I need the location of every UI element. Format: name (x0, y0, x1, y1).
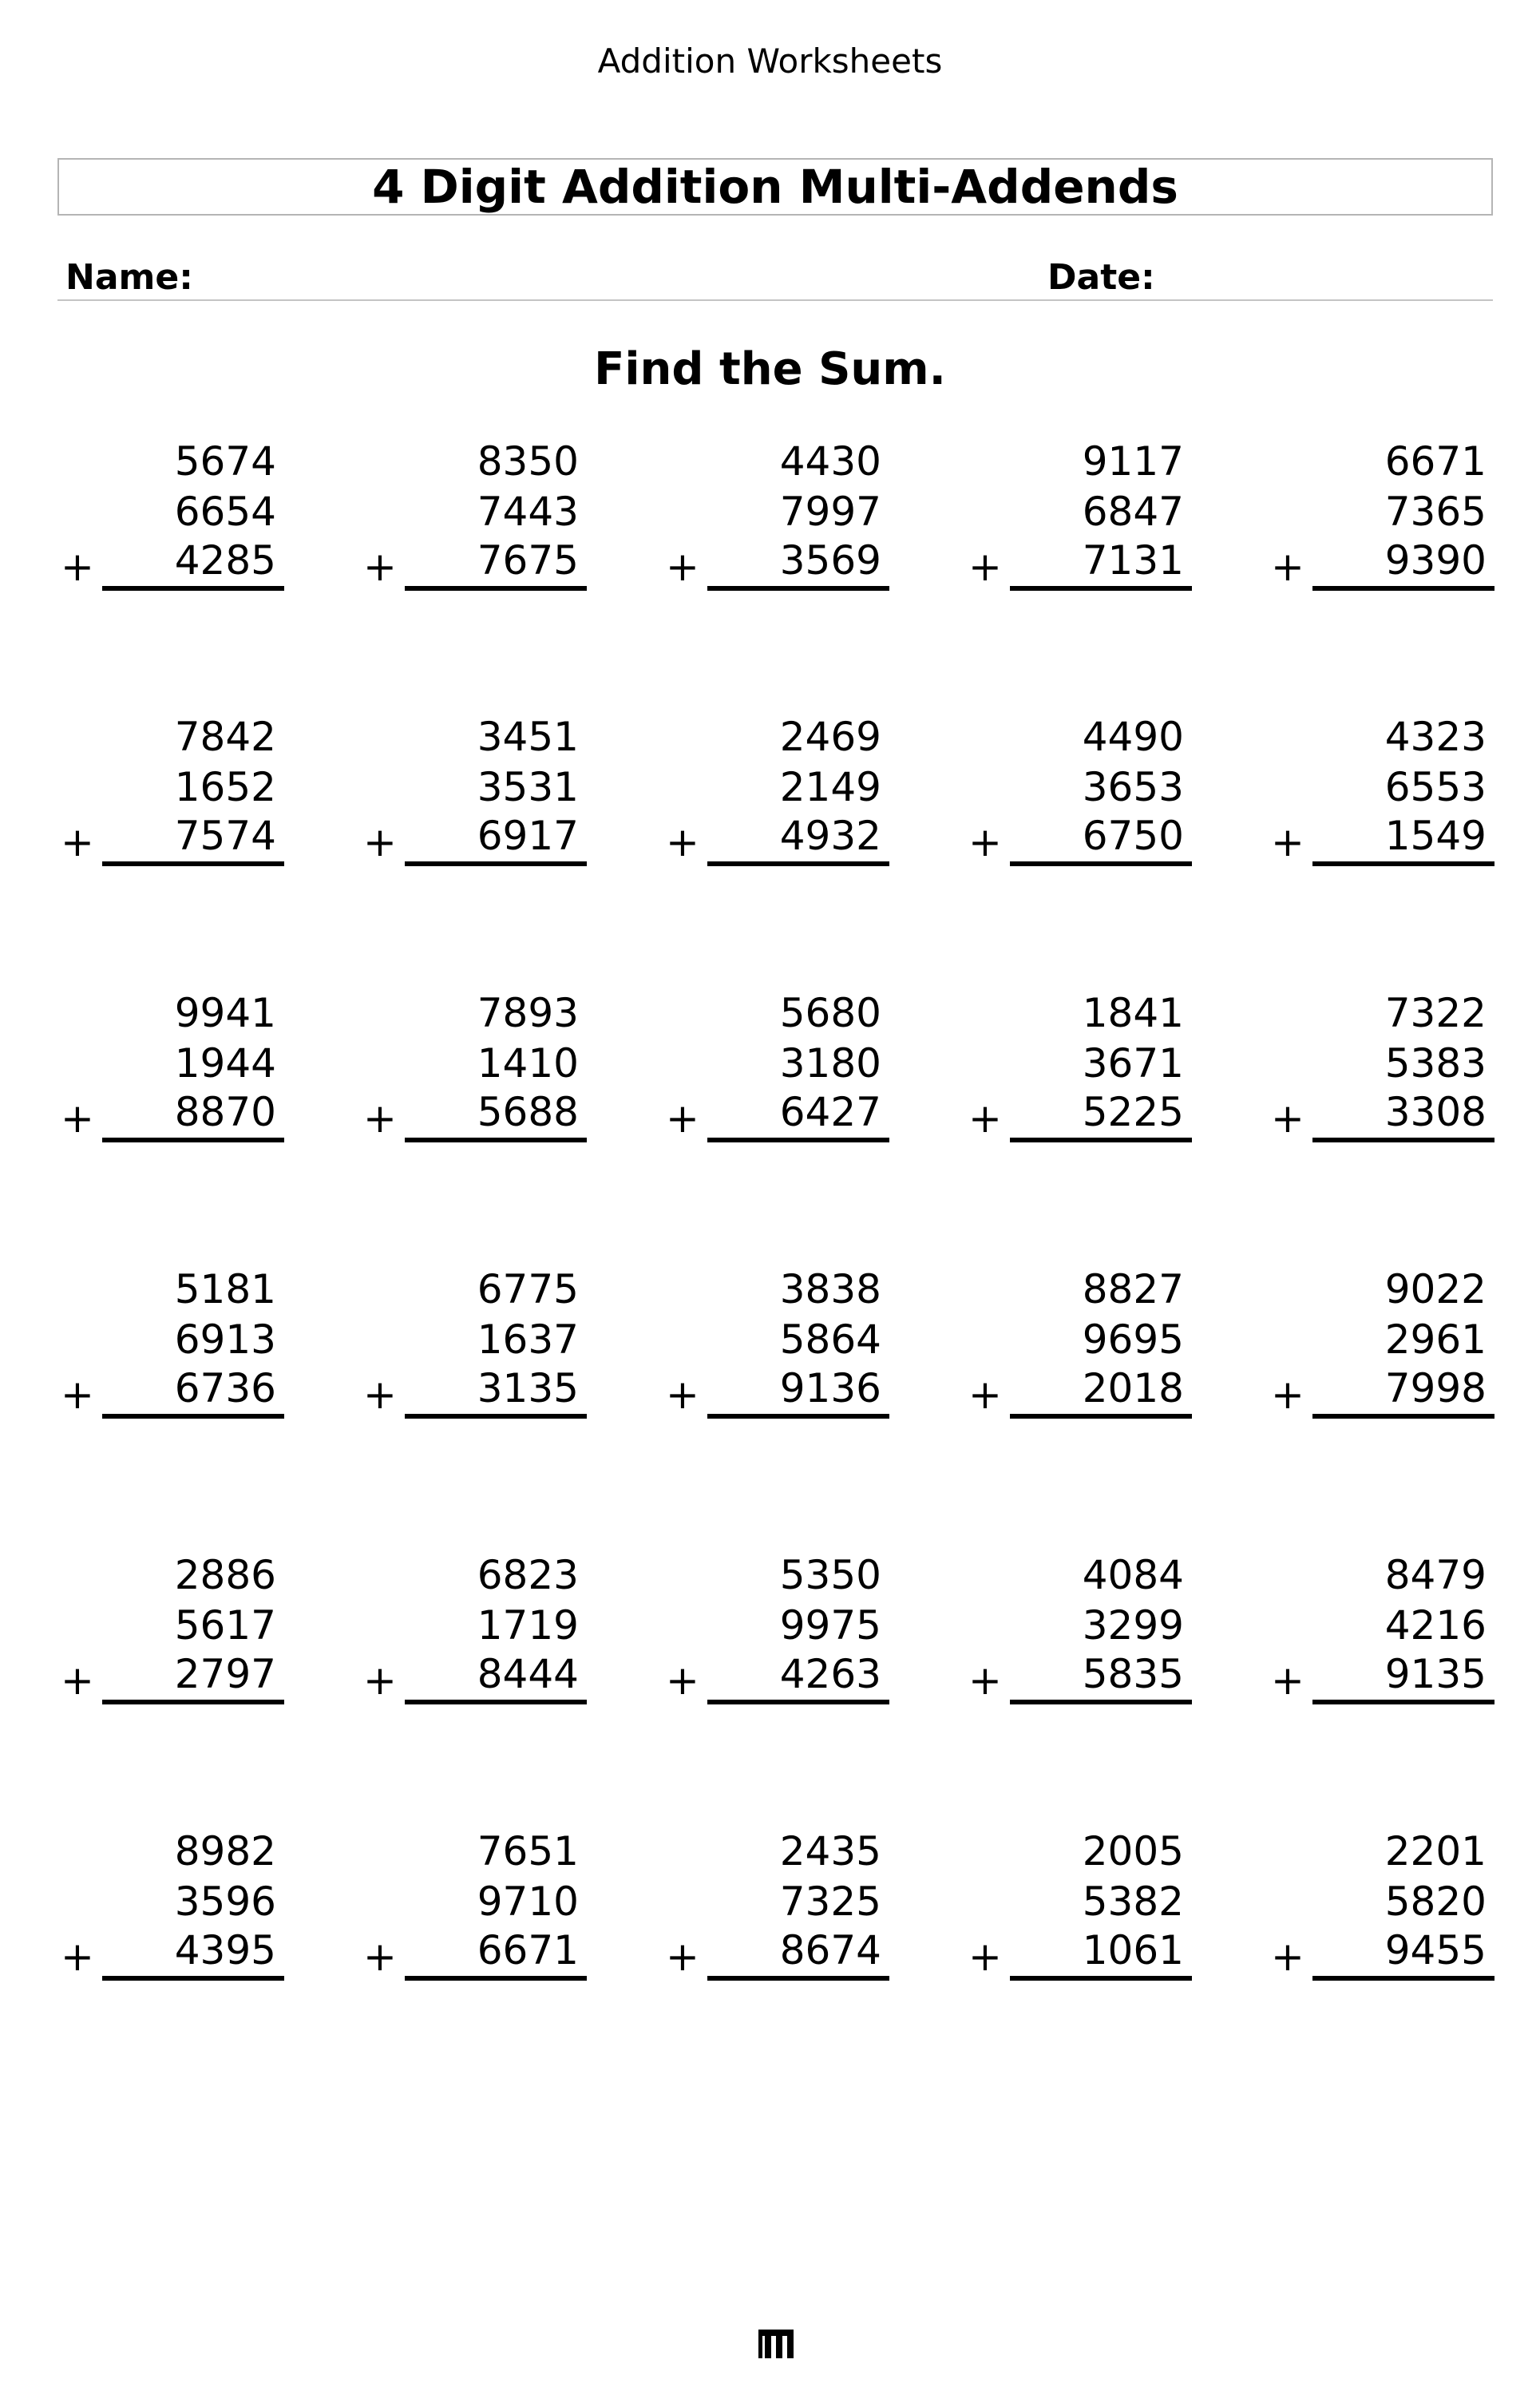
addend-1: 4490 (1082, 714, 1184, 760)
plus-sign: + (968, 1372, 1002, 1418)
addend-3: 5835 (1082, 1651, 1184, 1697)
addend-2: 3180 (779, 1040, 881, 1087)
addition-problem (1271, 713, 1494, 873)
addend-1: 2201 (1384, 1828, 1487, 1874)
answer-rule (405, 861, 587, 866)
addition-problem (968, 1827, 1192, 1987)
addend-2: 6847 (1082, 489, 1184, 535)
addend-2: 5383 (1384, 1040, 1487, 1087)
addition-problem (968, 437, 1192, 597)
addend-2: 1637 (477, 1316, 579, 1363)
addition-problem (363, 437, 587, 597)
addend-2: 5820 (1384, 1878, 1487, 1925)
addition-problem (1271, 1551, 1494, 1711)
plus-sign: + (61, 544, 94, 590)
addition-problem (61, 1265, 284, 1425)
addend-1: 4430 (779, 438, 881, 485)
addend-2: 6553 (1384, 764, 1487, 810)
addition-problem (61, 713, 284, 873)
addition-problem (666, 437, 889, 597)
plus-sign: + (61, 1095, 94, 1142)
addend-1: 5350 (779, 1552, 881, 1598)
addend-3: 1061 (1082, 1927, 1184, 1973)
addend-1: 8350 (477, 438, 579, 485)
answer-rule (707, 586, 889, 591)
addend-2: 9710 (477, 1878, 579, 1925)
addend-1: 8827 (1082, 1266, 1184, 1312)
addend-2: 7443 (477, 489, 579, 535)
addend-3: 3135 (477, 1365, 579, 1411)
plus-sign: + (968, 1657, 1002, 1704)
addend-3: 3569 (779, 537, 881, 584)
addend-2: 6654 (174, 489, 276, 535)
answer-rule (707, 861, 889, 866)
addend-2: 9975 (779, 1602, 881, 1649)
addition-problem (1271, 1827, 1494, 1987)
worksheet-title: 4 Digit Addition Multi-Addends (57, 158, 1493, 216)
plus-sign: + (666, 1095, 699, 1142)
addend-2: 1410 (477, 1040, 579, 1087)
plus-sign: + (61, 1657, 94, 1704)
addend-1: 7842 (174, 714, 276, 760)
addend-2: 7325 (779, 1878, 881, 1925)
addend-2: 5382 (1082, 1878, 1184, 1925)
plus-sign: + (363, 1657, 397, 1704)
addend-1: 6775 (477, 1266, 579, 1312)
plus-sign: + (1271, 1372, 1304, 1418)
plus-sign: + (968, 819, 1002, 865)
addend-3: 4395 (174, 1927, 276, 1973)
addend-3: 9390 (1384, 537, 1487, 584)
addend-3: 7675 (477, 537, 579, 584)
plus-sign: + (363, 544, 397, 590)
name-date-divider (57, 299, 1493, 301)
addition-problem (666, 989, 889, 1149)
addition-problem (61, 989, 284, 1149)
answer-rule (102, 1976, 284, 1981)
addend-2: 2961 (1384, 1316, 1487, 1363)
addition-problem (666, 1551, 889, 1711)
addend-3: 2018 (1082, 1365, 1184, 1411)
addition-problem (968, 1551, 1192, 1711)
answer-rule (102, 861, 284, 866)
addition-problem (363, 713, 587, 873)
answer-rule (405, 1138, 587, 1142)
addition-problem (666, 713, 889, 873)
answer-rule (1312, 586, 1494, 591)
addend-1: 2435 (779, 1828, 881, 1874)
addend-3: 4263 (779, 1651, 881, 1697)
addend-3: 9136 (779, 1365, 881, 1411)
addition-problem (1271, 989, 1494, 1149)
addition-problem (968, 1265, 1192, 1425)
addend-1: 8479 (1384, 1552, 1487, 1598)
plus-sign: + (1271, 1657, 1304, 1704)
addend-1: 7893 (477, 990, 579, 1036)
answer-rule (1312, 861, 1494, 866)
addend-1: 2005 (1082, 1828, 1184, 1874)
answer-rule (1010, 586, 1192, 591)
plus-sign: + (968, 544, 1002, 590)
plus-sign: + (666, 819, 699, 865)
addition-problem (363, 989, 587, 1149)
addend-2: 1719 (477, 1602, 579, 1649)
answer-rule (707, 1700, 889, 1704)
addend-1: 4084 (1082, 1552, 1184, 1598)
addend-2: 5617 (174, 1602, 276, 1649)
answer-rule (707, 1138, 889, 1142)
addition-problem (363, 1551, 587, 1711)
addend-1: 7651 (477, 1828, 579, 1874)
addition-problem (666, 1827, 889, 1987)
addend-3: 4932 (779, 813, 881, 859)
plus-sign: + (61, 1934, 94, 1980)
addend-3: 5688 (477, 1089, 579, 1135)
answer-rule (405, 1414, 587, 1419)
site-title: Addition Worksheets (597, 42, 943, 81)
addition-problem (363, 1265, 587, 1425)
addend-3: 1549 (1384, 813, 1487, 859)
answer-rule (405, 1976, 587, 1981)
addend-1: 3838 (779, 1266, 881, 1312)
addend-3: 7574 (174, 813, 276, 859)
plus-sign: + (363, 1934, 397, 1980)
instructions: Find the Sum. (594, 343, 946, 395)
plus-sign: + (666, 1657, 699, 1704)
addend-2: 7365 (1384, 489, 1487, 535)
addend-3: 9455 (1384, 1927, 1487, 1973)
addend-2: 1652 (174, 764, 276, 810)
answer-rule (1010, 1414, 1192, 1419)
plus-sign: + (968, 1095, 1002, 1142)
answer-rule (1010, 1700, 1192, 1704)
addend-3: 7998 (1384, 1365, 1487, 1411)
addend-1: 2886 (174, 1552, 276, 1598)
addend-3: 5225 (1082, 1089, 1184, 1135)
answer-rule (1312, 1138, 1494, 1142)
addend-3: 6917 (477, 813, 579, 859)
answer-rule (405, 1700, 587, 1704)
plus-sign: + (1271, 819, 1304, 865)
addend-1: 5674 (174, 438, 276, 485)
plus-sign: + (1271, 1934, 1304, 1980)
answer-rule (707, 1414, 889, 1419)
answer-rule (1010, 1976, 1192, 1981)
addition-problem (1271, 437, 1494, 597)
addend-3: 6736 (174, 1365, 276, 1411)
addend-1: 9941 (174, 990, 276, 1036)
addition-problem (61, 1827, 284, 1987)
addend-1: 6823 (477, 1552, 579, 1598)
answer-rule (1312, 1414, 1494, 1419)
addend-3: 6427 (779, 1089, 881, 1135)
addend-3: 3308 (1384, 1089, 1487, 1135)
addend-3: 2797 (174, 1651, 276, 1697)
addition-problem (968, 989, 1192, 1149)
addend-3: 4285 (174, 537, 276, 584)
addend-3: 7131 (1082, 537, 1184, 584)
addend-3: 8870 (174, 1089, 276, 1135)
addition-problem (666, 1265, 889, 1425)
addend-2: 5864 (779, 1316, 881, 1363)
addend-2: 6913 (174, 1316, 276, 1363)
answer-rule (1312, 1700, 1494, 1704)
answer-rule (405, 586, 587, 591)
addition-problem (61, 1551, 284, 1711)
plus-sign: + (363, 1372, 397, 1418)
addend-3: 9135 (1384, 1651, 1487, 1697)
addend-1: 9117 (1082, 438, 1184, 485)
site-logo-icon (757, 2328, 795, 2360)
plus-sign: + (666, 544, 699, 590)
addend-1: 3451 (477, 714, 579, 760)
addend-1: 4323 (1384, 714, 1487, 760)
addend-1: 8982 (174, 1828, 276, 1874)
name-label: Name: (65, 257, 193, 298)
plus-sign: + (61, 1372, 94, 1418)
addend-1: 6671 (1384, 438, 1487, 485)
plus-sign: + (363, 1095, 397, 1142)
plus-sign: + (968, 1934, 1002, 1980)
addend-3: 8444 (477, 1651, 579, 1697)
plus-sign: + (61, 819, 94, 865)
addend-1: 7322 (1384, 990, 1487, 1036)
addend-1: 9022 (1384, 1266, 1487, 1312)
addend-1: 1841 (1082, 990, 1184, 1036)
addend-2: 3531 (477, 764, 579, 810)
addend-2: 2149 (779, 764, 881, 810)
date-label: Date: (1047, 257, 1155, 298)
answer-rule (102, 1700, 284, 1704)
addend-2: 7997 (779, 489, 881, 535)
addend-3: 8674 (779, 1927, 881, 1973)
plus-sign: + (666, 1372, 699, 1418)
answer-rule (707, 1976, 889, 1981)
plus-sign: + (363, 819, 397, 865)
addend-2: 9695 (1082, 1316, 1184, 1363)
addend-2: 3671 (1082, 1040, 1184, 1087)
addition-problem (968, 713, 1192, 873)
answer-rule (1010, 861, 1192, 866)
answer-rule (102, 586, 284, 591)
addition-problem (61, 437, 284, 597)
addend-1: 5680 (779, 990, 881, 1036)
addend-2: 3299 (1082, 1602, 1184, 1649)
addend-3: 6750 (1082, 813, 1184, 859)
addition-problem (363, 1827, 587, 1987)
addition-problem (1271, 1265, 1494, 1425)
plus-sign: + (666, 1934, 699, 1980)
addend-2: 1944 (174, 1040, 276, 1087)
addend-2: 3653 (1082, 764, 1184, 810)
addend-1: 5181 (174, 1266, 276, 1312)
answer-rule (1010, 1138, 1192, 1142)
plus-sign: + (1271, 1095, 1304, 1142)
answer-rule (102, 1414, 284, 1419)
addend-3: 6671 (477, 1927, 579, 1973)
addend-1: 2469 (779, 714, 881, 760)
answer-rule (102, 1138, 284, 1142)
plus-sign: + (1271, 544, 1304, 590)
answer-rule (1312, 1976, 1494, 1981)
addend-2: 4216 (1384, 1602, 1487, 1649)
addend-2: 3596 (174, 1878, 276, 1925)
